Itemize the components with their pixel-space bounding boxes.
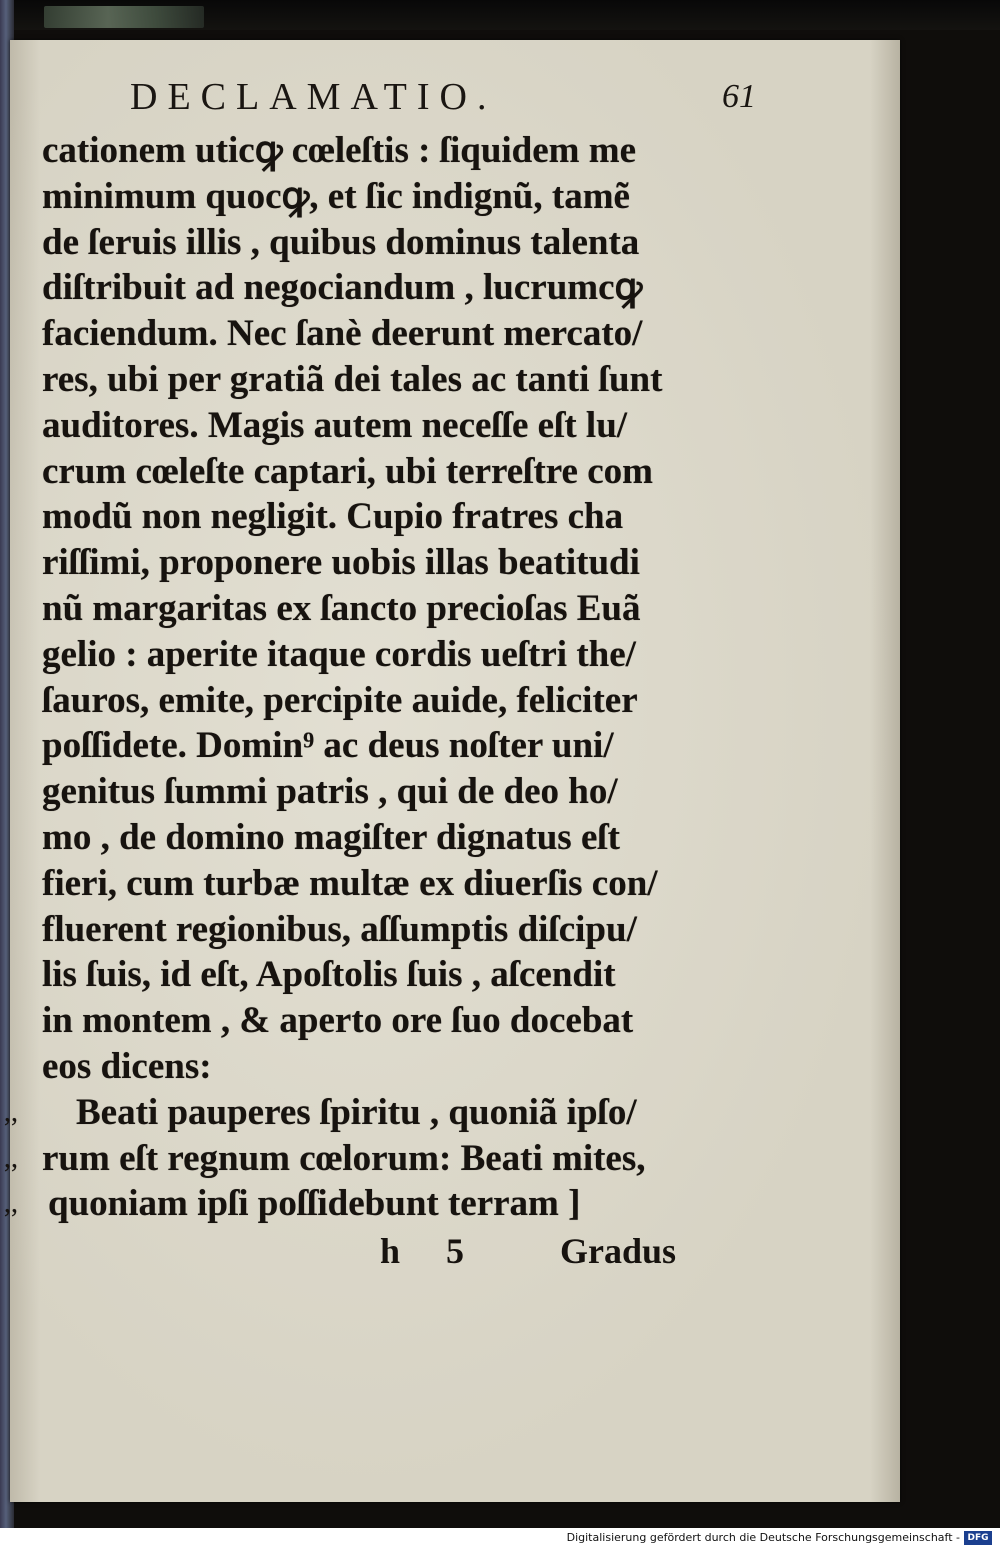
text-line: nũ margaritas ex ſancto precioſas Euã [42,587,641,629]
text-line: riſſimi, proponere uobis illas beatitudi [42,542,640,584]
text-block [4,128,710,1227]
text-line: minimum quocꝙ, et ſic indignũ, tamẽ [42,175,630,217]
text-line: mo , de domino magiſter dignatus eſt [42,816,620,858]
text-line: in montem , & aperto ore ſuo docebat [42,1000,634,1042]
text-line: modũ non negligit. Cupio fratres cha [42,496,624,538]
running-head [130,72,770,122]
paper-scrap [44,6,204,28]
signature-number: 5 [446,1231,464,1271]
text-line: gelio : aperite itaque cordis ueſtri the/ [42,633,636,675]
text-line: cationem uticꝙ cœleſtis : ſiquidem me [42,130,636,171]
credit-bar [0,1528,1000,1548]
text-line: fluerent regionibus, aſſumptis diſcipu/ [42,908,637,950]
text-line: fieri, cum turbæ multæ ex diuerſis con/ [42,862,658,904]
signature-letter: h [380,1231,401,1271]
text-line: eos dicens: [42,1045,212,1087]
quote-text: Beati pauperes ſpiritu , quoniã ipſo/ [76,1091,637,1133]
quotation-mark: ,, [4,1142,18,1174]
text-line: de ſeruis illis , quibus dominus talenta [42,221,640,263]
quote-text: rum eſt regnum cœlorum: Beati mites, [42,1137,646,1179]
text-line: diſtribuit ad negociandum , lucrumcꝙ [42,267,643,309]
quotation-mark: ,, [4,1096,18,1128]
text-line: lis ſuis, id eſt, Apoſtolis ſuis , aſcendit [42,954,616,996]
quote-line [4,1090,710,1136]
top-strip [14,0,1000,30]
text-line: genitus ſummi patris , qui de deo ho/ [42,771,618,813]
quote-line [4,1181,710,1227]
quote-text: quoniam ipſi poſſidebunt terram ] [48,1183,581,1225]
quotation-mark: ,, [4,1188,18,1220]
page-footer [380,1228,710,1274]
text-line: auditores. Magis autem neceſſe eſt lu/ [42,404,628,446]
text-line: poſſidete. Domin⁹ ac deus noſter uni/ [42,725,614,767]
digitization-credit: Digitalisierung gefördert durch die Deutsche Forschungsgemeinschaft - [566,1531,960,1544]
quote-line [4,1136,710,1182]
catchword: Gradus [560,1231,677,1271]
text-line: faciendum. Nec ſanè deerunt mercato/ [42,313,643,355]
running-head-title: DECLAMATIO. [130,76,497,118]
text-line: ſauros, emite, percipite auide, feliciter [42,679,638,721]
text-line: res, ubi per gratiã dei tales ac tanti ſunt [42,358,663,400]
folio-number: 61 [722,78,756,115]
dfg-logo: DFG [964,1531,992,1545]
text-line: crum cœleſte captari, ubi terreſtre com [42,450,653,492]
